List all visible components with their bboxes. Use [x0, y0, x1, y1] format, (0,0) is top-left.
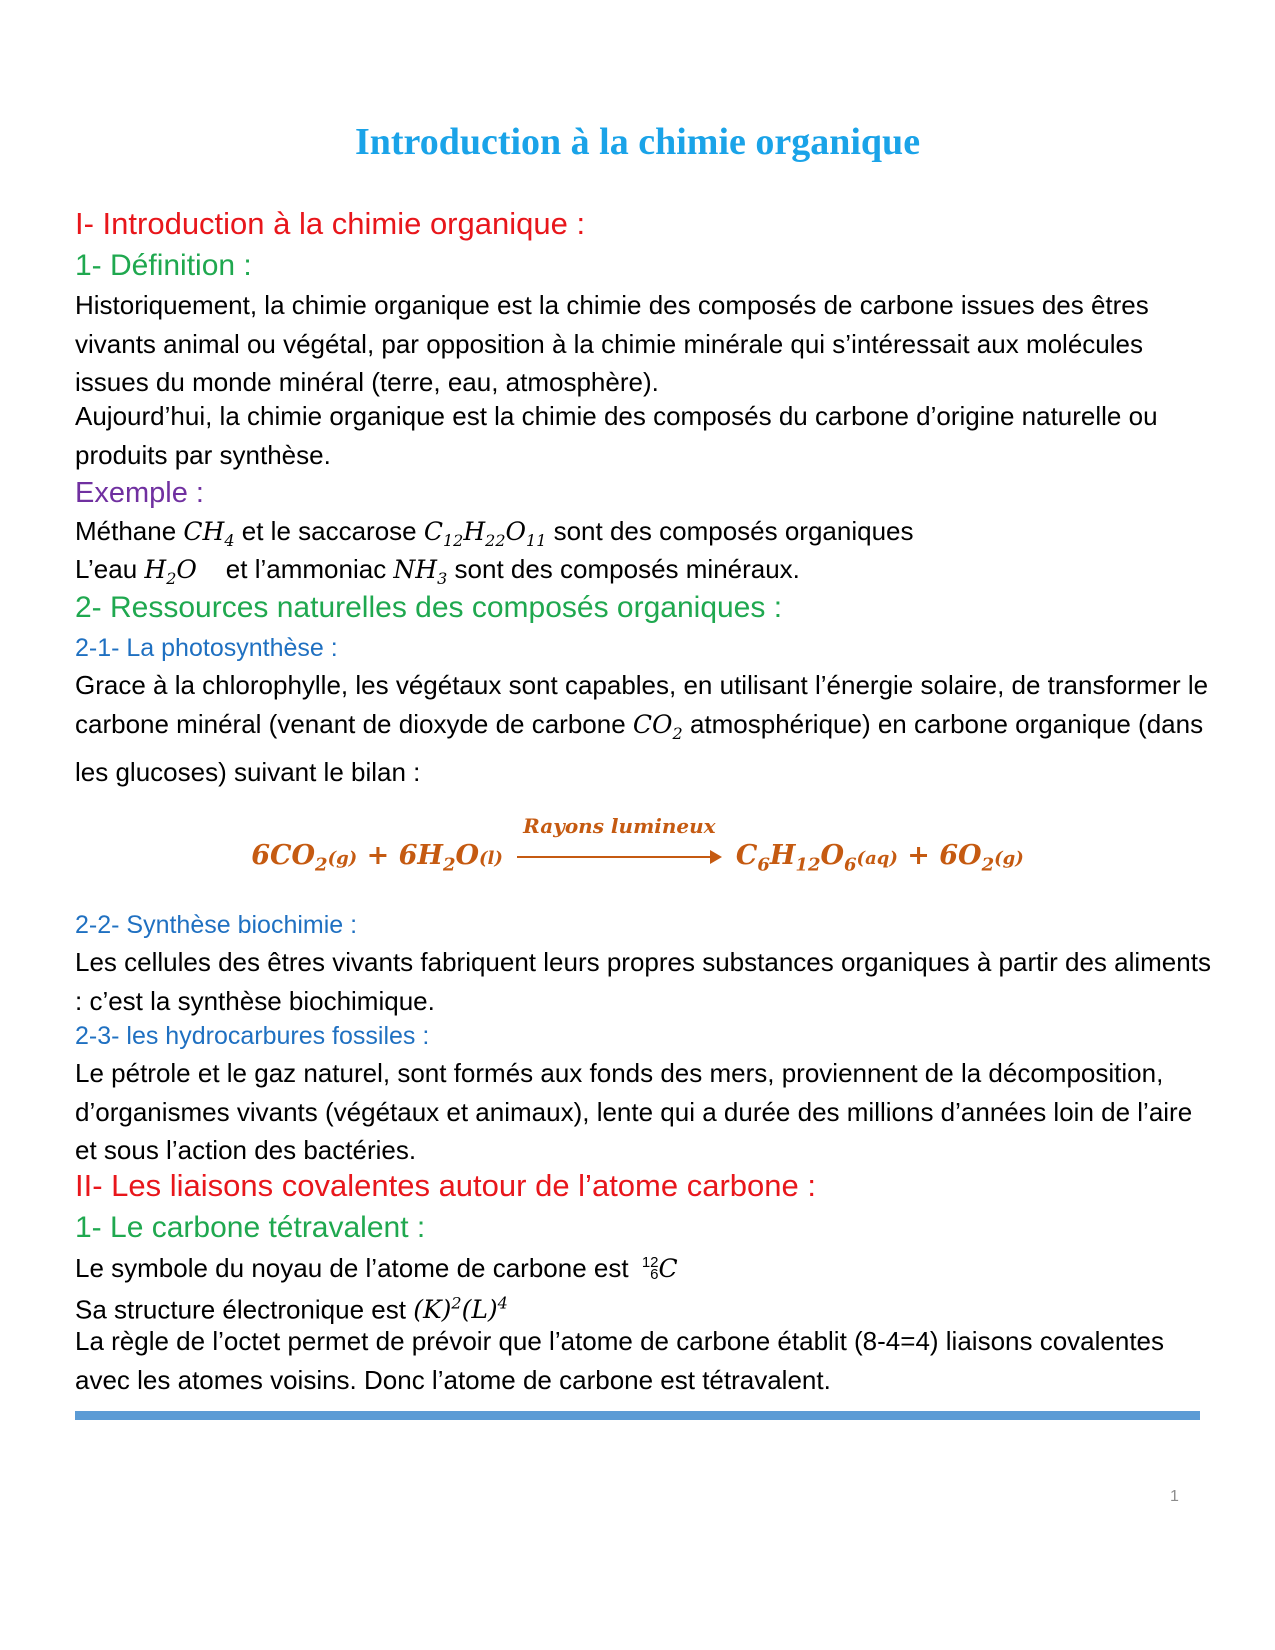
example-heading: Exemple : [75, 477, 204, 509]
footer-bar [75, 1411, 1200, 1420]
tetravalent-heading: 1- Le carbone tétravalent : [75, 1211, 426, 1244]
formula-methane: $CH_4$ [183, 517, 235, 550]
photosynthesis-equation [75, 813, 1200, 876]
resources-heading: 2- Ressources naturelles des composés organiques : [75, 591, 783, 624]
formula-ammonia: $NH_3$ [393, 555, 448, 588]
formula-water: $H_2O$ [144, 555, 197, 588]
fossil-heading: 2-3- les hydrocarbures fossiles : [75, 1022, 430, 1050]
section-1-heading: I- Introduction à la chimie organique : [75, 206, 586, 241]
carbon-isotope-numbers: 12 6 [641, 1254, 659, 1283]
formula-saccharose: $C_{12}H_{22}O_{11}$ [423, 517, 547, 550]
equation-reactants: $6CO_2(g) + 6H_2O(l)$ [251, 840, 503, 876]
formula-co2: $CO_2$ [632, 709, 683, 743]
page-number: 1 [1170, 1488, 1179, 1505]
formula-electron-config: $(K)^2(L)^4$ [413, 1294, 508, 1325]
definition-paragraph-2: Aujourd’hui, la chimie organique est la chimie des composés du carbone d’origine naturelle ou produits par synthèse. [75, 401, 1158, 470]
octet-rule-paragraph: La règle de l’octet permet de prévoir que l’atome de carbone établit (8-4=4) liaisons covalentes avec les atomes voisins. Donc l’atome de carbone est tétravalent. [75, 1326, 1165, 1395]
fossil-paragraph: Le pétrole et le gaz naturel, sont formés aux fonds des mers, proviennent de la décomposition, d’organismes vivants (végétaux et animaux), lente qui a durée des millions d’années loin de l’aire et sous l’action des bactéries. [75, 1058, 1193, 1165]
definition-paragraph-1: Historiquement, la chimie organique est la chimie des composés de carbone issues des êtres vivants animal ou végétal, par opposition à la chimie minérale qui s’intéressait aux molécules issues du monde minéral (terre, eau, atmosphère). [75, 290, 1149, 397]
biosynthesis-heading: 2-2- Synthèse biochimie : [75, 911, 358, 939]
photosynthesis-paragraph: Grace à la chlorophylle, les végétaux sont capables, en utilisant l’énergie solaire, de transformer le carbone minéral (venant de dioxyde de carbone $CO_2$ atmosphérique) en carbone organique (dans les glucoses) suivant le bilan : [75, 670, 1209, 787]
equation-products: $C_6H_{12}O_6(aq) + 6O_2(g)$ [735, 840, 1024, 876]
arrow-label: Rayons lumineux [523, 813, 716, 838]
carbon-symbol: C [658, 1254, 678, 1283]
example-line-mineral: L’eau $H_2O$ et l’ammoniac $NH_3$ sont des composés minéraux. [75, 554, 800, 588]
electronic-structure-line: Sa structure électronique est $(K)^2(L)^4$ [75, 1294, 508, 1325]
section-2-heading: II- Les liaisons covalentes autour de l’atome carbone : [75, 1168, 816, 1203]
document-title: Introduction à la chimie organique [354, 121, 921, 163]
definition-heading: 1- Définition : [75, 249, 252, 282]
reaction-arrow [517, 813, 722, 872]
example-line-organic: Méthane $CH_4$ et le saccarose $C_{12}H_{22}O_{11}$ sont des composés organiques [75, 516, 914, 550]
arrow-head-icon [710, 850, 722, 864]
photosynthesis-heading: 2-1- La photosynthèse : [75, 634, 338, 662]
biosynthesis-paragraph: Les cellules des êtres vivants fabriquent leurs propres substances organiques à partir des aliments : c’est la synthèse biochimique. [75, 947, 1211, 1016]
carbon-nucleus-line: Le symbole du noyau de l’atome de carbone est 12 6 C [75, 1253, 678, 1283]
